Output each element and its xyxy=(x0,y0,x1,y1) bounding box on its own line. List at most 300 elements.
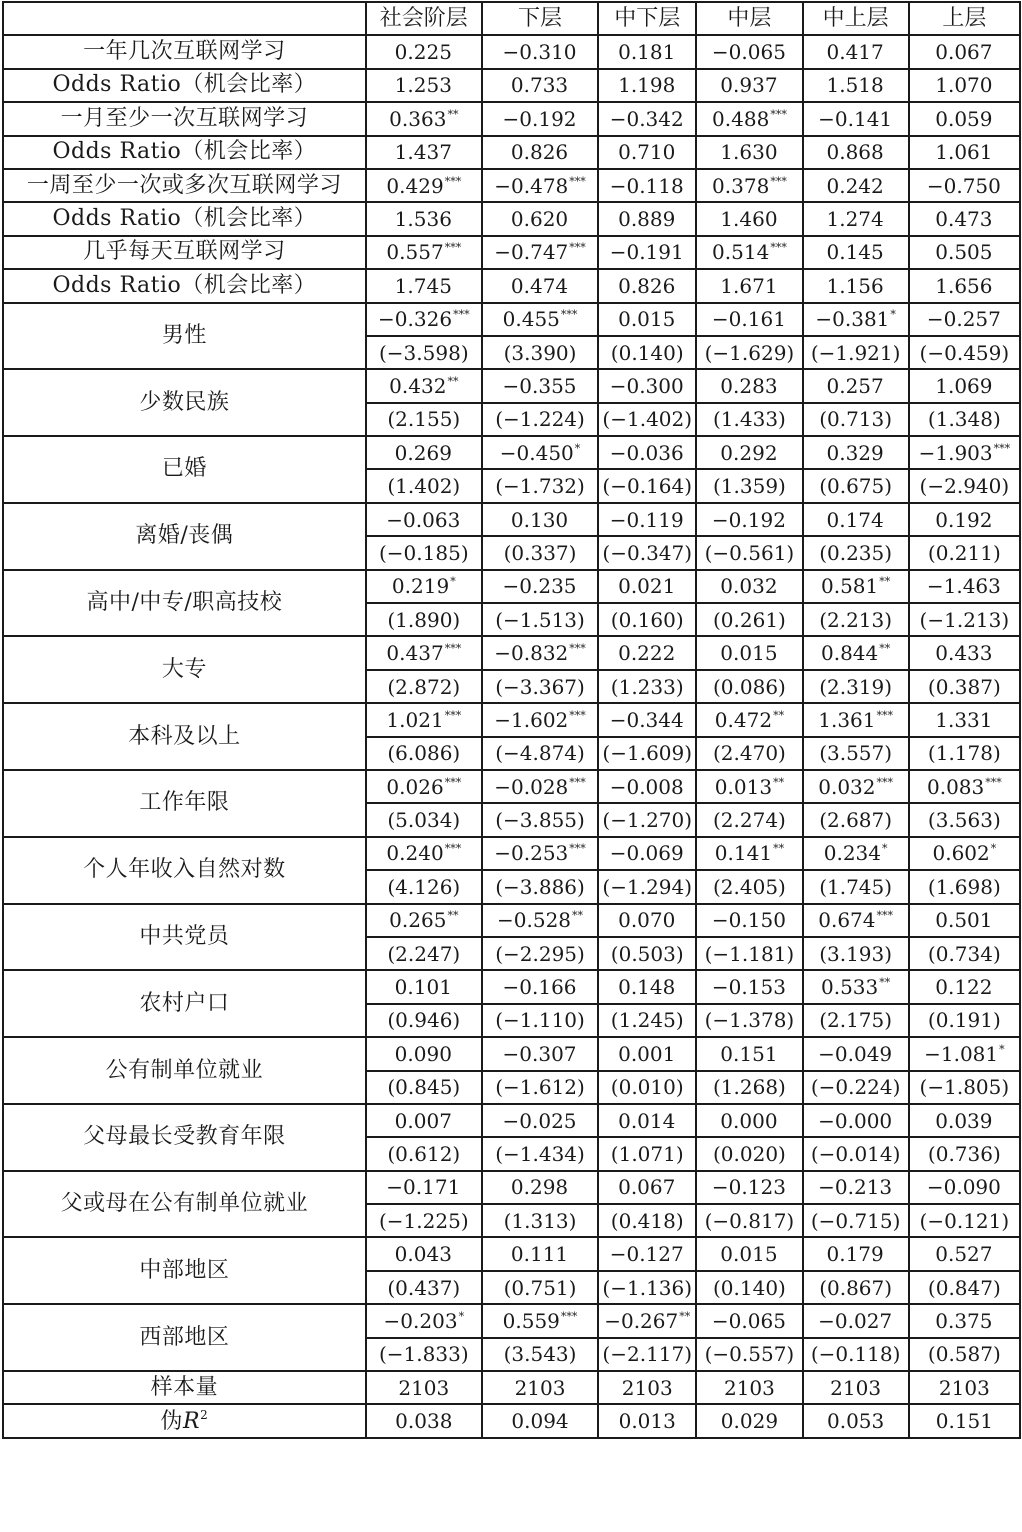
value-cell xyxy=(366,136,482,169)
value-cell xyxy=(803,436,909,469)
coefficient-value: −0.065 xyxy=(711,1308,786,1333)
table-row xyxy=(3,904,1020,937)
t-statistic-cell: (−0.347) xyxy=(598,536,696,569)
significance-stars: *** xyxy=(569,775,586,789)
coefficient-value: 0.111 xyxy=(510,1242,569,1267)
value-cell xyxy=(909,35,1020,68)
row-label: Odds Ratio（机会比率） xyxy=(3,269,366,302)
t-statistic-cell: (−0.014) xyxy=(803,1137,909,1170)
row-label: 少数民族 xyxy=(3,369,366,436)
coefficient-value: −0.307 xyxy=(502,1041,577,1066)
value-cell xyxy=(803,904,909,937)
coefficient-value: −0.213 xyxy=(818,1175,893,1200)
coefficient-value: 0.222 xyxy=(618,641,676,666)
t-statistic-cell: (1.359) xyxy=(696,469,802,502)
significance-stars: *** xyxy=(569,241,586,255)
header-cell-lower: 下层 xyxy=(482,2,598,35)
value-cell xyxy=(803,169,909,202)
coefficient-value: 0.141 xyxy=(714,841,773,866)
t-statistic-cell: (−1.805) xyxy=(909,1071,1020,1104)
t-statistic-cell: (0.503) xyxy=(598,937,696,970)
row-label xyxy=(3,1371,366,1404)
significance-stars: * xyxy=(890,308,896,322)
t-statistic-cell: (0.337) xyxy=(482,536,598,569)
t-statistic-cell: (−0.561) xyxy=(696,536,802,569)
coefficient-value: 1.361 xyxy=(818,707,876,732)
coefficient-value: 0.067 xyxy=(935,40,993,65)
significance-stars: ** xyxy=(572,909,584,923)
coefficient-value: 0.514 xyxy=(712,240,770,265)
value-cell xyxy=(598,703,696,736)
value-cell xyxy=(482,837,598,870)
coefficient-value: 0.130 xyxy=(510,507,569,532)
value-cell xyxy=(598,770,696,803)
value-cell xyxy=(909,1104,1020,1137)
value-cell xyxy=(696,1171,802,1204)
coefficient-value: 1.536 xyxy=(394,207,452,232)
value-cell xyxy=(598,436,696,469)
header-cell-middle: 中层 xyxy=(696,2,802,35)
coefficient-value: 0.070 xyxy=(618,908,676,933)
table-row xyxy=(3,69,1020,102)
coefficient-value: −1.602 xyxy=(494,707,569,732)
value-cell xyxy=(803,770,909,803)
coefficient-value: −0.166 xyxy=(502,975,577,1000)
t-statistic-cell: (0.261) xyxy=(696,603,802,636)
coefficient-value: 0.602 xyxy=(932,841,990,866)
value-cell xyxy=(598,69,696,102)
significance-stars: * xyxy=(990,842,997,856)
row-label: 男性 xyxy=(3,303,366,370)
value-cell xyxy=(598,35,696,68)
table-row xyxy=(3,1304,1020,1337)
value-cell xyxy=(598,837,696,870)
value-cell xyxy=(909,369,1020,402)
row-label: 大专 xyxy=(3,636,366,703)
table-row xyxy=(3,1237,1020,1270)
coefficient-value: 1.671 xyxy=(720,273,778,298)
coefficient-value: −0.069 xyxy=(609,841,684,866)
coefficient-value: −0.253 xyxy=(494,841,569,866)
t-statistic-cell: (−1.402) xyxy=(598,403,696,436)
table-body xyxy=(3,35,1020,1437)
coefficient-value: −0.300 xyxy=(609,373,684,398)
coefficient-value: 0.417 xyxy=(826,40,884,65)
t-statistic-cell: (3.563) xyxy=(909,803,1020,836)
value-cell: 2103 xyxy=(696,1371,802,1404)
coefficient-value: 0.014 xyxy=(618,1108,676,1133)
value-cell xyxy=(803,1037,909,1070)
t-statistic-cell: (0.587) xyxy=(909,1338,1020,1371)
coefficient-value: 0.432 xyxy=(389,373,447,398)
significance-stars: *** xyxy=(444,174,462,188)
value-cell xyxy=(696,1104,802,1137)
coefficient-value: −0.528 xyxy=(497,908,572,933)
table-row xyxy=(3,35,1020,68)
value-cell xyxy=(803,1171,909,1204)
coefficient-value: 0.192 xyxy=(935,507,993,532)
t-statistic-cell: (−1.378) xyxy=(696,1004,802,1037)
value-cell xyxy=(598,236,696,269)
coefficient-value: −1.081 xyxy=(924,1041,999,1066)
value-cell xyxy=(482,136,598,169)
t-statistic-cell: (0.086) xyxy=(696,670,802,703)
row-label: Odds Ratio（机会比率） xyxy=(3,69,366,102)
t-statistic-cell: (0.612) xyxy=(366,1137,482,1170)
value-cell xyxy=(482,1171,598,1204)
table-row xyxy=(3,1404,1020,1437)
coefficient-value: 0.620 xyxy=(510,207,569,232)
coefficient-value: 0.007 xyxy=(394,1108,452,1133)
value-cell xyxy=(909,837,1020,870)
coefficient-value: −0.192 xyxy=(711,507,786,532)
value-cell xyxy=(366,1237,482,1270)
value-cell xyxy=(598,1037,696,1070)
coefficient-value: 0.240 xyxy=(386,841,444,866)
value-cell xyxy=(366,202,482,235)
value-cell xyxy=(482,570,598,603)
t-statistic-cell: (−1.136) xyxy=(598,1271,696,1304)
value-cell xyxy=(696,703,802,736)
significance-stars: * xyxy=(882,842,888,856)
t-statistic-cell: (−0.118) xyxy=(803,1338,909,1371)
value-cell xyxy=(909,169,1020,202)
t-statistic-cell: (2.274) xyxy=(696,803,802,836)
coefficient-value: 1.518 xyxy=(826,73,884,98)
table-row xyxy=(3,837,1020,870)
row-label: 高中/中专/职高技校 xyxy=(3,570,366,637)
coefficient-value: 1.061 xyxy=(935,140,993,165)
value-cell: 2103 xyxy=(803,1371,909,1404)
coefficient-value: 0.826 xyxy=(510,140,569,165)
row-label-superscript: 2 xyxy=(200,1408,209,1423)
coefficient-value: 0.937 xyxy=(720,73,778,98)
coefficient-value: 0.032 xyxy=(720,574,778,599)
t-statistic-cell: (2.213) xyxy=(803,603,909,636)
significance-stars: ** xyxy=(879,642,891,656)
t-statistic-cell: (2.405) xyxy=(696,870,802,903)
value-cell xyxy=(803,369,909,402)
coefficient-value: 1.274 xyxy=(826,207,884,232)
value-cell xyxy=(909,1237,1020,1270)
coefficient-value: 0.429 xyxy=(386,173,444,198)
value-cell xyxy=(909,202,1020,235)
value-cell xyxy=(909,904,1020,937)
coefficient-value: 0.298 xyxy=(510,1175,569,1200)
coefficient-value: −0.342 xyxy=(609,106,684,131)
value-cell xyxy=(482,102,598,135)
t-statistic-cell: (1.698) xyxy=(909,870,1020,903)
header-cell-blank xyxy=(3,2,366,35)
value-cell xyxy=(909,1171,1020,1204)
coefficient-value: −0.141 xyxy=(818,106,893,131)
value-cell xyxy=(366,703,482,736)
t-statistic-cell: (5.034) xyxy=(366,803,482,836)
coefficient-value: 0.329 xyxy=(826,440,884,465)
significance-stars: *** xyxy=(770,174,787,188)
coefficient-value: 0.032 xyxy=(818,774,876,799)
value-cell xyxy=(909,970,1020,1003)
t-statistic-cell: (0.675) xyxy=(803,469,909,502)
t-statistic-cell: (1.745) xyxy=(803,870,909,903)
significance-stars: *** xyxy=(569,842,586,856)
value-cell xyxy=(598,570,696,603)
value-cell xyxy=(909,269,1020,302)
value-cell xyxy=(803,1304,909,1337)
t-statistic-cell: (−1.225) xyxy=(366,1204,482,1237)
t-statistic-cell: (−0.185) xyxy=(366,536,482,569)
t-statistic-cell: (−2.117) xyxy=(598,1338,696,1371)
value-cell xyxy=(482,202,598,235)
coefficient-value: 0.527 xyxy=(935,1242,993,1267)
significance-stars: *** xyxy=(444,708,462,722)
value-cell xyxy=(696,970,802,1003)
coefficient-value: −0.355 xyxy=(502,373,577,398)
t-statistic-cell: (3.193) xyxy=(803,937,909,970)
t-statistic-cell: (−0.121) xyxy=(909,1204,1020,1237)
t-statistic-cell: (−1.434) xyxy=(482,1137,598,1170)
table-row xyxy=(3,136,1020,169)
value-cell xyxy=(803,570,909,603)
t-statistic-cell: (−0.224) xyxy=(803,1071,909,1104)
row-label xyxy=(3,1404,366,1437)
value-cell xyxy=(482,436,598,469)
value-cell xyxy=(366,236,482,269)
coefficient-value: 0.083 xyxy=(926,774,985,799)
significance-stars: ** xyxy=(773,708,785,722)
row-label: 一年几次互联网学习 xyxy=(3,35,366,68)
coefficient-value: 0.043 xyxy=(394,1242,452,1267)
t-statistic-cell: (−2.940) xyxy=(909,469,1020,502)
regression-table xyxy=(2,1,1021,1439)
value-cell xyxy=(803,202,909,235)
significance-stars: * xyxy=(450,575,456,589)
t-statistic-cell: (−1.294) xyxy=(598,870,696,903)
value-cell xyxy=(696,904,802,937)
coefficient-value: 1.156 xyxy=(826,273,884,298)
significance-stars: *** xyxy=(876,909,894,923)
coefficient-value: −0.344 xyxy=(609,707,684,732)
t-statistic-cell: (3.390) xyxy=(482,336,598,369)
significance-stars: ** xyxy=(447,374,459,388)
coefficient-value: −0.127 xyxy=(609,1242,684,1267)
coefficient-value: 0.283 xyxy=(720,373,778,398)
coefficient-value: −0.049 xyxy=(818,1041,893,1066)
value-cell xyxy=(482,35,598,68)
header-cell-upper-middle: 中上层 xyxy=(803,2,909,35)
t-statistic-cell: (2.687) xyxy=(803,803,909,836)
coefficient-value: −0.326 xyxy=(378,307,453,332)
table-row xyxy=(3,202,1020,235)
value-cell xyxy=(598,202,696,235)
coefficient-value: 0.000 xyxy=(720,1108,778,1133)
row-label: 一月至少一次互联网学习 xyxy=(3,102,366,135)
coefficient-value: 1.656 xyxy=(935,273,993,298)
t-statistic-cell: (1.178) xyxy=(909,737,1020,770)
header-cell-upper: 上层 xyxy=(909,2,1020,35)
value-cell: 0.029 xyxy=(696,1404,802,1437)
t-statistic-cell: (2.247) xyxy=(366,937,482,970)
value-cell xyxy=(803,503,909,536)
t-statistic-cell: (−1.732) xyxy=(482,469,598,502)
coefficient-value: 1.745 xyxy=(394,273,452,298)
row-label: 已婚 xyxy=(3,436,366,503)
coefficient-value: −0.257 xyxy=(926,307,1001,332)
coefficient-value: 1.021 xyxy=(386,707,444,732)
coefficient-value: −0.203 xyxy=(383,1308,458,1333)
value-cell xyxy=(696,1304,802,1337)
t-statistic-cell: (−1.513) xyxy=(482,603,598,636)
value-cell xyxy=(366,904,482,937)
coefficient-value: 0.122 xyxy=(935,975,993,1000)
t-statistic-cell: (0.713) xyxy=(803,403,909,436)
value-cell xyxy=(598,1104,696,1137)
coefficient-value: 0.234 xyxy=(823,841,882,866)
table-row xyxy=(3,1037,1020,1070)
row-label: 公有制单位就业 xyxy=(3,1037,366,1104)
table-row xyxy=(3,369,1020,402)
coefficient-value: 0.013 xyxy=(714,774,773,799)
row-label-italic: R xyxy=(183,1409,201,1435)
value-cell xyxy=(366,770,482,803)
value-cell xyxy=(696,837,802,870)
row-label: 个人年收入自然对数 xyxy=(3,837,366,904)
value-cell: 2103 xyxy=(366,1371,482,1404)
value-cell xyxy=(482,1037,598,1070)
table-row xyxy=(3,1171,1020,1204)
coefficient-value: 0.292 xyxy=(720,440,778,465)
coefficient-value: 0.505 xyxy=(935,240,993,265)
t-statistic-cell: (0.387) xyxy=(909,670,1020,703)
value-cell xyxy=(909,136,1020,169)
t-statistic-cell: (0.734) xyxy=(909,937,1020,970)
t-statistic-cell: (1.402) xyxy=(366,469,482,502)
table-row xyxy=(3,970,1020,1003)
row-label: 父母最长受教育年限 xyxy=(3,1104,366,1171)
table-row xyxy=(3,169,1020,202)
coefficient-value: 0.015 xyxy=(720,641,778,666)
value-cell: 2103 xyxy=(909,1371,1020,1404)
t-statistic-cell: (2.872) xyxy=(366,670,482,703)
t-statistic-cell: (0.867) xyxy=(803,1271,909,1304)
row-label: 中共党员 xyxy=(3,904,366,971)
t-statistic-cell: (−0.715) xyxy=(803,1204,909,1237)
coefficient-value: 0.437 xyxy=(386,641,444,666)
significance-stars: *** xyxy=(560,1309,578,1323)
significance-stars: *** xyxy=(876,775,894,789)
t-statistic-cell: (−1.110) xyxy=(482,1004,598,1037)
value-cell xyxy=(909,1037,1020,1070)
value-cell xyxy=(696,102,802,135)
coefficient-value: 1.069 xyxy=(935,373,993,398)
value-cell xyxy=(482,970,598,1003)
value-cell xyxy=(598,102,696,135)
value-cell xyxy=(366,636,482,669)
value-cell xyxy=(909,636,1020,669)
coefficient-value: 0.559 xyxy=(502,1308,560,1333)
table-row xyxy=(3,269,1020,302)
value-cell xyxy=(598,369,696,402)
coefficient-value: −0.123 xyxy=(711,1175,786,1200)
t-statistic-cell: (0.946) xyxy=(366,1004,482,1037)
row-label: 西部地区 xyxy=(3,1304,366,1371)
row-label: 几乎每天互联网学习 xyxy=(3,236,366,269)
coefficient-value: 0.039 xyxy=(935,1108,993,1133)
coefficient-value: −0.119 xyxy=(609,507,684,532)
value-cell xyxy=(482,1304,598,1337)
value-cell xyxy=(598,136,696,169)
row-label: Odds Ratio（机会比率） xyxy=(3,136,366,169)
row-label: 农村户口 xyxy=(3,970,366,1037)
coefficient-value: −0.065 xyxy=(711,40,786,65)
t-statistic-cell: (1.348) xyxy=(909,403,1020,436)
coefficient-value: −0.118 xyxy=(609,173,684,198)
value-cell xyxy=(598,904,696,937)
value-cell xyxy=(482,269,598,302)
significance-stars: ** xyxy=(447,107,459,121)
coefficient-value: 1.198 xyxy=(618,73,676,98)
value-cell xyxy=(482,303,598,336)
row-label-text: 伪 xyxy=(160,1409,183,1435)
significance-stars: *** xyxy=(876,708,894,722)
significance-stars: *** xyxy=(770,107,787,121)
t-statistic-cell: (1.890) xyxy=(366,603,482,636)
coefficient-value: 0.015 xyxy=(618,307,676,332)
value-cell xyxy=(366,837,482,870)
t-statistic-cell: (−2.295) xyxy=(482,937,598,970)
row-label: 工作年限 xyxy=(3,770,366,837)
t-statistic-cell: (0.211) xyxy=(909,536,1020,569)
coefficient-value: 0.265 xyxy=(389,908,447,933)
coefficient-value: 0.375 xyxy=(935,1308,993,1333)
significance-stars: *** xyxy=(569,708,586,722)
value-cell xyxy=(598,269,696,302)
coefficient-value: 0.889 xyxy=(618,207,676,232)
coefficient-value: −0.747 xyxy=(494,240,569,265)
row-label: 一周至少一次或多次互联网学习 xyxy=(3,169,366,202)
significance-stars: ** xyxy=(879,575,891,589)
t-statistic-cell: (−1.833) xyxy=(366,1338,482,1371)
value-cell xyxy=(909,303,1020,336)
t-statistic-cell: (1.268) xyxy=(696,1071,802,1104)
coefficient-value: 0.148 xyxy=(618,975,676,1000)
t-statistic-cell: (0.736) xyxy=(909,1137,1020,1170)
value-cell xyxy=(482,169,598,202)
t-statistic-cell: (−0.557) xyxy=(696,1338,802,1371)
coefficient-value: −0.153 xyxy=(711,975,786,1000)
significance-stars: ** xyxy=(773,842,785,856)
t-statistic-cell: (−1.629) xyxy=(696,336,802,369)
coefficient-value: 0.021 xyxy=(618,574,676,599)
value-cell xyxy=(366,369,482,402)
coefficient-value: 0.473 xyxy=(935,207,993,232)
coefficient-value: −1.903 xyxy=(918,440,993,465)
coefficient-value: 0.059 xyxy=(935,106,993,131)
value-cell xyxy=(803,136,909,169)
t-statistic-cell: (0.010) xyxy=(598,1071,696,1104)
coefficient-value: 1.070 xyxy=(935,73,993,98)
significance-stars: * xyxy=(574,441,581,455)
value-cell xyxy=(909,503,1020,536)
coefficient-value: 0.181 xyxy=(618,40,676,65)
table-row xyxy=(3,1104,1020,1137)
coefficient-value: 1.630 xyxy=(720,140,778,165)
t-statistic-cell: (−3.367) xyxy=(482,670,598,703)
value-cell: 0.151 xyxy=(909,1404,1020,1437)
significance-stars: ** xyxy=(773,775,785,789)
value-cell xyxy=(803,1237,909,1270)
value-cell xyxy=(696,436,802,469)
